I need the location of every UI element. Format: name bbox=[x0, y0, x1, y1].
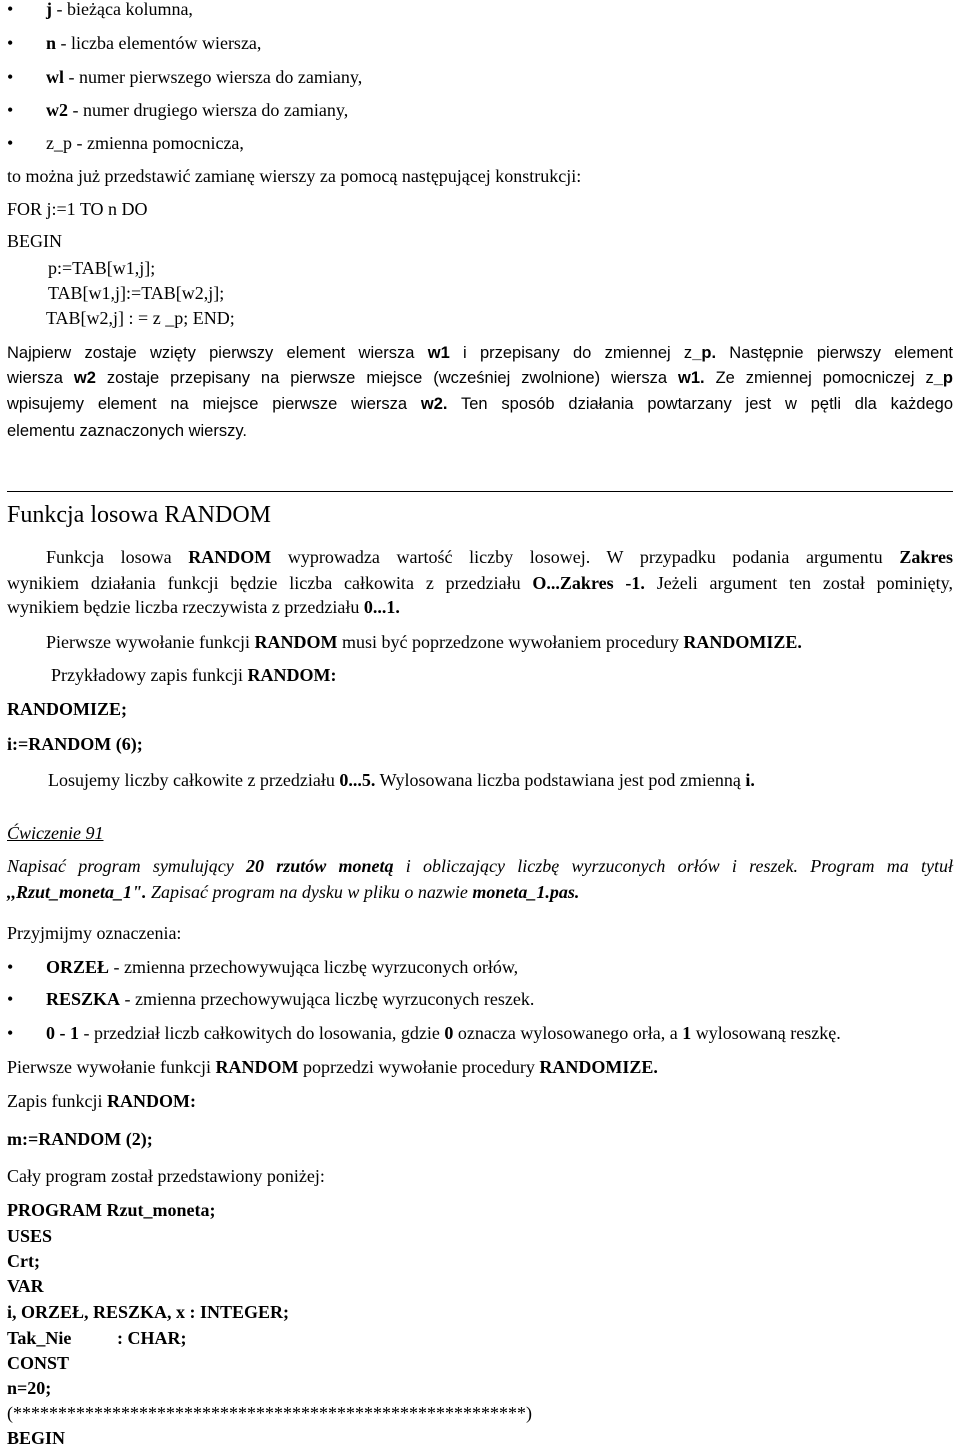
code-line: CONST bbox=[7, 1353, 70, 1373]
list-item: n - liczba elementów wiersza, bbox=[46, 33, 262, 53]
code-line: TAB[w1,j]:=TAB[w2,j]; bbox=[48, 283, 225, 303]
code-line: (*********************************************************) bbox=[7, 1403, 532, 1423]
code-line: : CHAR; bbox=[117, 1328, 187, 1348]
list-item: RESZKA - zmienna przechowywująca liczbę wyrzuconych reszek. bbox=[46, 989, 535, 1009]
first-call-note-2: Pierwsze wywołanie funkcji RANDOM poprzedzi wywołanie procedury RANDOMIZE. bbox=[7, 1057, 658, 1077]
paragraph-line: wynikiem będzie liczba rzeczywista z przedziału 0...1. bbox=[7, 597, 400, 617]
exercise-title: Ćwiczenie 91 bbox=[7, 823, 104, 843]
list-item: wl - numer pierwszego wiersza do zamiany, bbox=[46, 67, 363, 87]
assume-line: Przyjmijmy oznaczenia: bbox=[7, 923, 182, 943]
list-item: ORZEŁ - zmienna przechowywująca liczbę wyrzuconych orłów, bbox=[46, 957, 519, 977]
example-intro: Przykładowy zapis funkcji RANDOM: bbox=[51, 665, 337, 685]
first-call-note: Pierwsze wywołanie funkcji RANDOM musi być poprzedzone wywołaniem procedury RANDOMIZE. bbox=[46, 632, 802, 652]
bullet-icon: • bbox=[7, 100, 14, 120]
code-line: PROGRAM Rzut_moneta; bbox=[7, 1200, 216, 1220]
zapis-line: Zapis funkcji RANDOM: bbox=[7, 1091, 196, 1111]
code-line: BEGIN bbox=[7, 231, 62, 251]
code-line: RANDOMIZE; bbox=[7, 699, 127, 719]
code-line: Tak_Nie bbox=[7, 1328, 72, 1348]
code-line: FOR j:=1 TO n DO bbox=[7, 199, 148, 219]
code-line: VAR bbox=[7, 1276, 44, 1296]
example-note: Losujemy liczby całkowite z przedziału 0...5. Wylosowana liczba podstawiana jest pod zmienną i. bbox=[48, 770, 755, 790]
list-item: w2 - numer drugiego wiersza do zamiany, bbox=[46, 100, 349, 120]
bullet-icon: • bbox=[7, 0, 14, 19]
code-line: m:=RANDOM (2); bbox=[7, 1129, 153, 1149]
paragraph-line: Najpierw zostaje wzięty pierwszy element wiersza w1 i przepisany do zmiennej z_p. Następnie pierwszy element bbox=[7, 344, 954, 362]
exercise-line: Napisać program symulujący 20 rzutów monetą i obliczający liczbę wyrzuconych orłów i reszek. Program ma tytuł bbox=[7, 856, 954, 876]
exercise-line: ,,Rzut_moneta_1". Zapisać program na dysku w pliku o nazwie moneta_1.pas. bbox=[7, 882, 580, 902]
list-item: j - bieżąca kolumna, bbox=[46, 0, 193, 19]
code-line: p:=TAB[w1,j]; bbox=[48, 258, 156, 278]
bullet-icon: • bbox=[7, 133, 14, 153]
list-item: 0 - 1 - przedział liczb całkowitych do losowania, gdzie 0 oznacza wylosowanego orła, a 1 wylosowaną reszkę. bbox=[46, 1023, 841, 1043]
code-line: BEGIN bbox=[7, 1428, 66, 1448]
bullet-icon: • bbox=[7, 989, 14, 1009]
whole-program-line: Cały program został przedstawiony poniżej: bbox=[7, 1166, 325, 1186]
code-line: i:=RANDOM (6); bbox=[7, 734, 143, 754]
intro-line: to można już przedstawić zamianę wierszy za pomocą następującej konstrukcji: bbox=[7, 166, 582, 186]
bullet-icon: • bbox=[7, 67, 14, 87]
paragraph-line: elementu zaznaczonych wierszy. bbox=[7, 422, 247, 440]
bullet-icon: • bbox=[7, 957, 14, 977]
code-line: USES bbox=[7, 1226, 53, 1246]
paragraph-line: wiersza w2 zostaje przepisany na pierwsze miejsce (wcześniej zwolnione) wiersza w1. Ze zmiennej pomocniczej z_p bbox=[7, 369, 954, 387]
bullet-icon: • bbox=[7, 1023, 14, 1043]
section-heading: Funkcja losowa RANDOM bbox=[7, 502, 271, 528]
horizontal-rule bbox=[7, 491, 953, 492]
paragraph-line: wpisujemy element na miejsce pierwsze wiersza w2. Ten sposób działania powtarzany jest w pętli dla każdego bbox=[7, 395, 954, 413]
code-line: TAB[w2,j] : = z _p; END; bbox=[46, 308, 235, 328]
paragraph-line: Funkcja losowa RANDOM wyprowadza wartość liczby losowej. W przypadku podania argumentu Zakres bbox=[46, 547, 954, 567]
bullet-icon: • bbox=[7, 33, 14, 53]
code-line: n=20; bbox=[7, 1378, 52, 1398]
paragraph-line: wynikiem działania funkcji będzie liczba całkowita z przedziału O...Zakres -1. Jeżeli argument ten został pominięty, bbox=[7, 573, 953, 593]
code-line: Crt; bbox=[7, 1251, 40, 1271]
code-line: i, ORZEŁ, RESZKA, x : INTEGER; bbox=[7, 1302, 290, 1322]
list-item: z_p - zmienna pomocnicza, bbox=[46, 133, 244, 153]
